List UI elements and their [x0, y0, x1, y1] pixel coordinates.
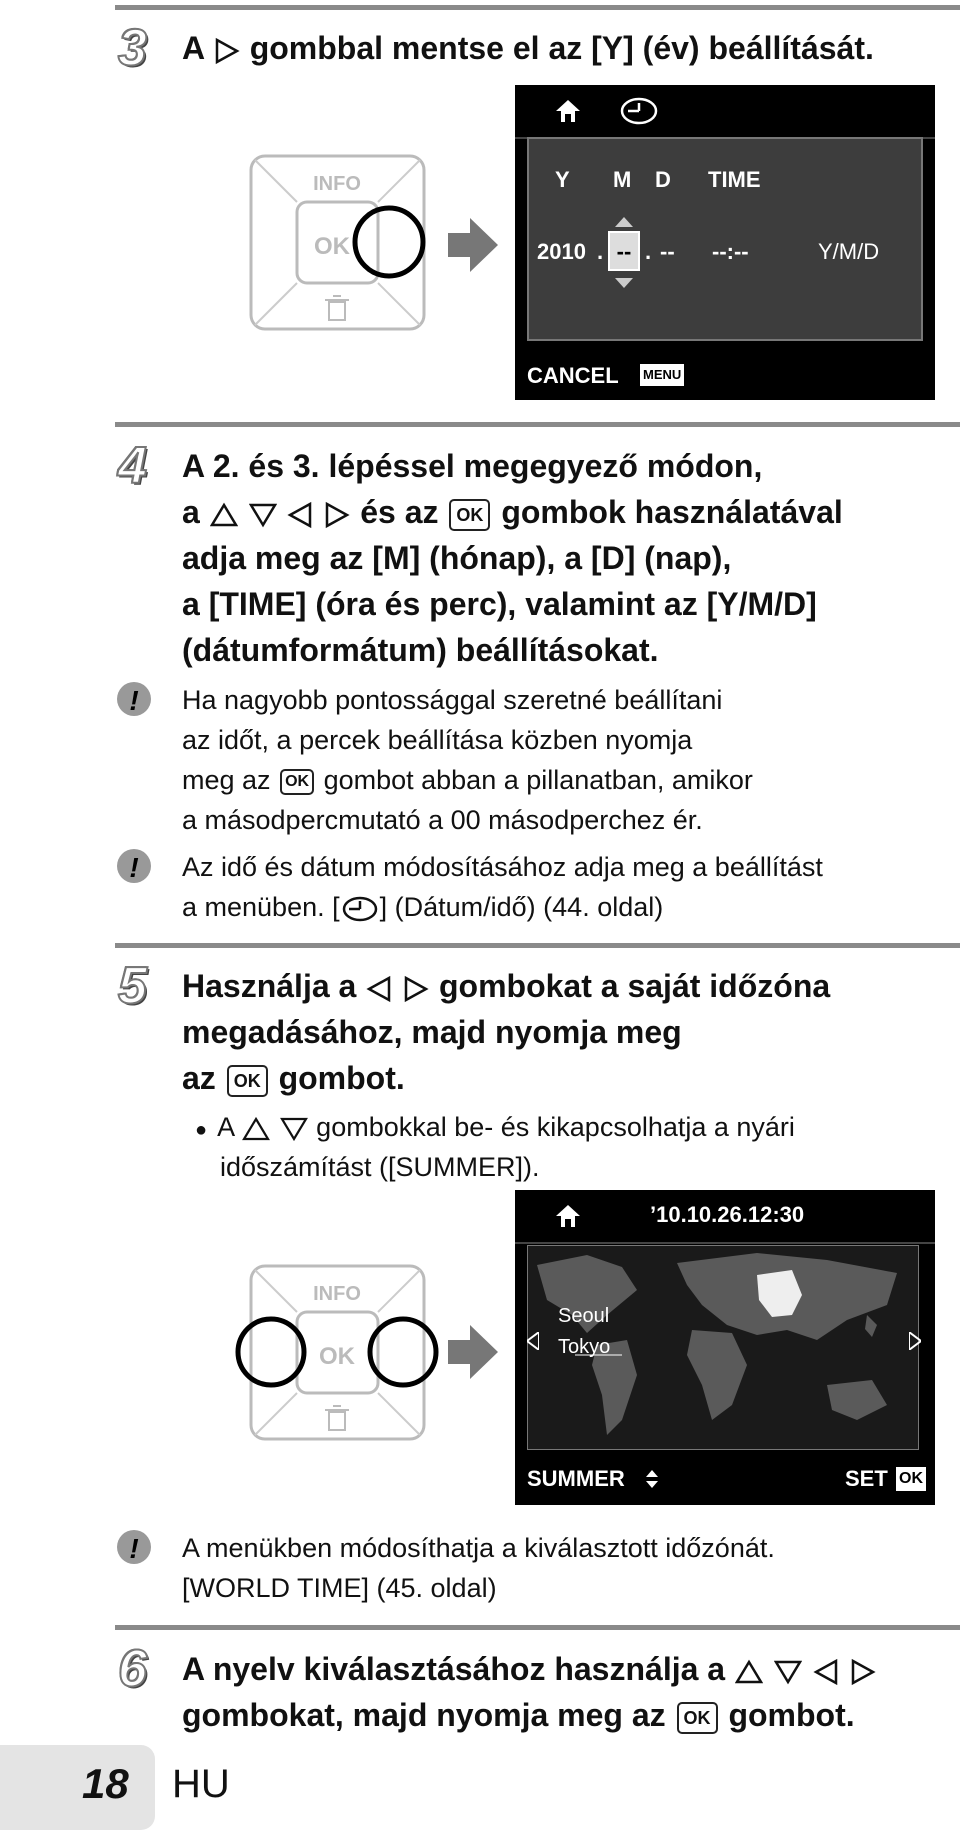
section-divider	[115, 1625, 960, 1630]
home-icon	[555, 1204, 581, 1228]
note-line: A menükben módosíthatja a kiválasztott időzónát.	[182, 1533, 775, 1563]
step-number: 4	[118, 437, 147, 495]
svg-text:!: !	[129, 852, 139, 883]
control-pad-illustration	[235, 1260, 440, 1445]
ok-button-icon: OK	[677, 1702, 718, 1734]
section-divider	[115, 943, 960, 948]
section-divider	[115, 422, 960, 427]
format-field[interactable]: Y/M/D	[818, 239, 880, 264]
right-arrow-icon	[214, 37, 240, 65]
down-arrow-icon	[249, 502, 277, 528]
page-number: 18	[82, 1760, 129, 1807]
step-heading-line: Használja a gombokat a saját időzóna	[182, 968, 831, 1004]
note-line: Ha nagyobb pontossággal szeretné beállítani	[182, 685, 723, 715]
up-down-arrow-icon	[645, 1468, 659, 1490]
left-arrow-icon	[287, 501, 313, 529]
up-arrow-icon	[735, 1659, 763, 1685]
heading-text: A	[182, 30, 204, 66]
up-arrow-icon	[210, 502, 238, 528]
ok-label: OK	[319, 1343, 355, 1370]
caution-icon	[115, 847, 153, 885]
col-m: M	[613, 167, 632, 192]
svg-text:!: !	[129, 1533, 139, 1564]
col-d: D	[655, 167, 671, 192]
down-arrow-icon	[615, 278, 633, 288]
right-arrow-icon	[324, 501, 350, 529]
clock-icon	[620, 97, 658, 125]
section-divider	[115, 5, 960, 10]
left-arrow-icon	[813, 1658, 839, 1686]
ok-label: OK	[314, 233, 350, 260]
step-heading	[182, 25, 874, 71]
page-number-tab	[0, 1745, 155, 1830]
ok-button-icon: OK	[449, 499, 490, 531]
note-line: a másodpercmutató a 00 másodperchez ér.	[182, 805, 703, 835]
note-line: [WORLD TIME] (45. oldal)	[182, 1573, 497, 1603]
city-label: Tokyo	[558, 1336, 611, 1358]
step-number: 3	[118, 19, 147, 77]
set-label: SET	[845, 1466, 888, 1491]
step-heading-line: megadásához, majd nyomja meg	[182, 1014, 682, 1050]
screen-header	[515, 85, 935, 139]
step-heading-line: a [TIME] (óra és perc), valamint az [Y/M/D]	[182, 586, 817, 622]
note-line: Az idő és dátum módosításához adja meg a beállítást	[182, 852, 823, 882]
right-arrow-icon	[850, 1658, 876, 1686]
bullet-icon: ●	[195, 1119, 208, 1141]
note-line: a menüben. [ ] (Dátum/idő) (44. oldal)	[182, 892, 664, 922]
year-value: 2010	[537, 239, 586, 264]
control-pad-illustration	[245, 150, 430, 335]
left-arrow-icon[interactable]	[527, 1332, 539, 1350]
camera-screen-date	[515, 85, 935, 400]
info-label: INFO	[313, 173, 361, 195]
col-y: Y	[555, 167, 570, 192]
city-label: Seoul	[558, 1305, 610, 1327]
time-field[interactable]: --:--	[712, 239, 749, 264]
step-heading-line: a és az OK gombok használatával	[182, 494, 843, 530]
ok-button-icon: OK	[280, 769, 314, 795]
summer-label: SUMMER	[527, 1466, 625, 1491]
caution-icon	[115, 1528, 153, 1566]
down-arrow-icon	[280, 1116, 308, 1142]
clock-icon	[341, 895, 379, 923]
date-separator: .	[645, 239, 652, 264]
camera-screen-world-map	[515, 1190, 935, 1505]
right-arrow-icon	[403, 975, 429, 1003]
ok-button-icon: OK	[227, 1065, 268, 1097]
left-arrow-icon	[366, 975, 392, 1003]
up-arrow-icon	[615, 217, 633, 227]
next-arrow-icon	[448, 218, 498, 272]
menu-key: MENU	[640, 364, 684, 386]
col-time: TIME	[708, 167, 761, 192]
info-label: INFO	[313, 1283, 361, 1305]
language-code: HU	[172, 1762, 230, 1806]
datetime-display: ’10.10.26.12:30	[650, 1202, 805, 1227]
cancel-label: CANCEL	[527, 363, 619, 388]
up-arrow-icon	[242, 1116, 270, 1142]
bullet-line: időszámítást ([SUMMER]).	[220, 1152, 540, 1182]
ok-key: OK	[896, 1467, 926, 1491]
down-arrow-icon	[774, 1659, 802, 1685]
home-icon	[555, 99, 581, 123]
step-heading-line: A nyelv kiválasztásához használja a	[182, 1646, 877, 1692]
caution-icon	[115, 680, 153, 718]
right-arrow-icon[interactable]	[909, 1332, 921, 1350]
screen-header	[515, 1190, 935, 1244]
day-field[interactable]: --	[660, 239, 675, 264]
svg-text:!: !	[129, 685, 139, 716]
month-field-selected[interactable]: --	[608, 231, 640, 271]
step-number: 6	[118, 1640, 147, 1698]
step-heading-line: adja meg az [M] (hónap), a [D] (nap),	[182, 540, 732, 576]
note-line: meg az OK gombot abban a pillanatban, amikor	[182, 765, 753, 795]
date-separator: .	[597, 239, 604, 264]
step-number: 5	[118, 957, 147, 1015]
next-arrow-icon	[448, 1325, 498, 1379]
bullet-line: ● A gombokkal be- és kikapcsolhatja a nyári	[195, 1112, 795, 1142]
heading-text: gombbal mentse el az [Y] (év) beállítását.	[249, 30, 874, 66]
note-line: az időt, a percek beállítása közben nyomja	[182, 725, 693, 755]
step-heading-line: gombokat, majd nyomja meg az OK gombot.	[182, 1697, 855, 1733]
step-heading-line: A 2. és 3. lépéssel megegyező módon,	[182, 448, 763, 484]
step-heading-line: az OK gombot.	[182, 1060, 405, 1096]
step-heading-line: (dátumformátum) beállításokat.	[182, 632, 659, 668]
